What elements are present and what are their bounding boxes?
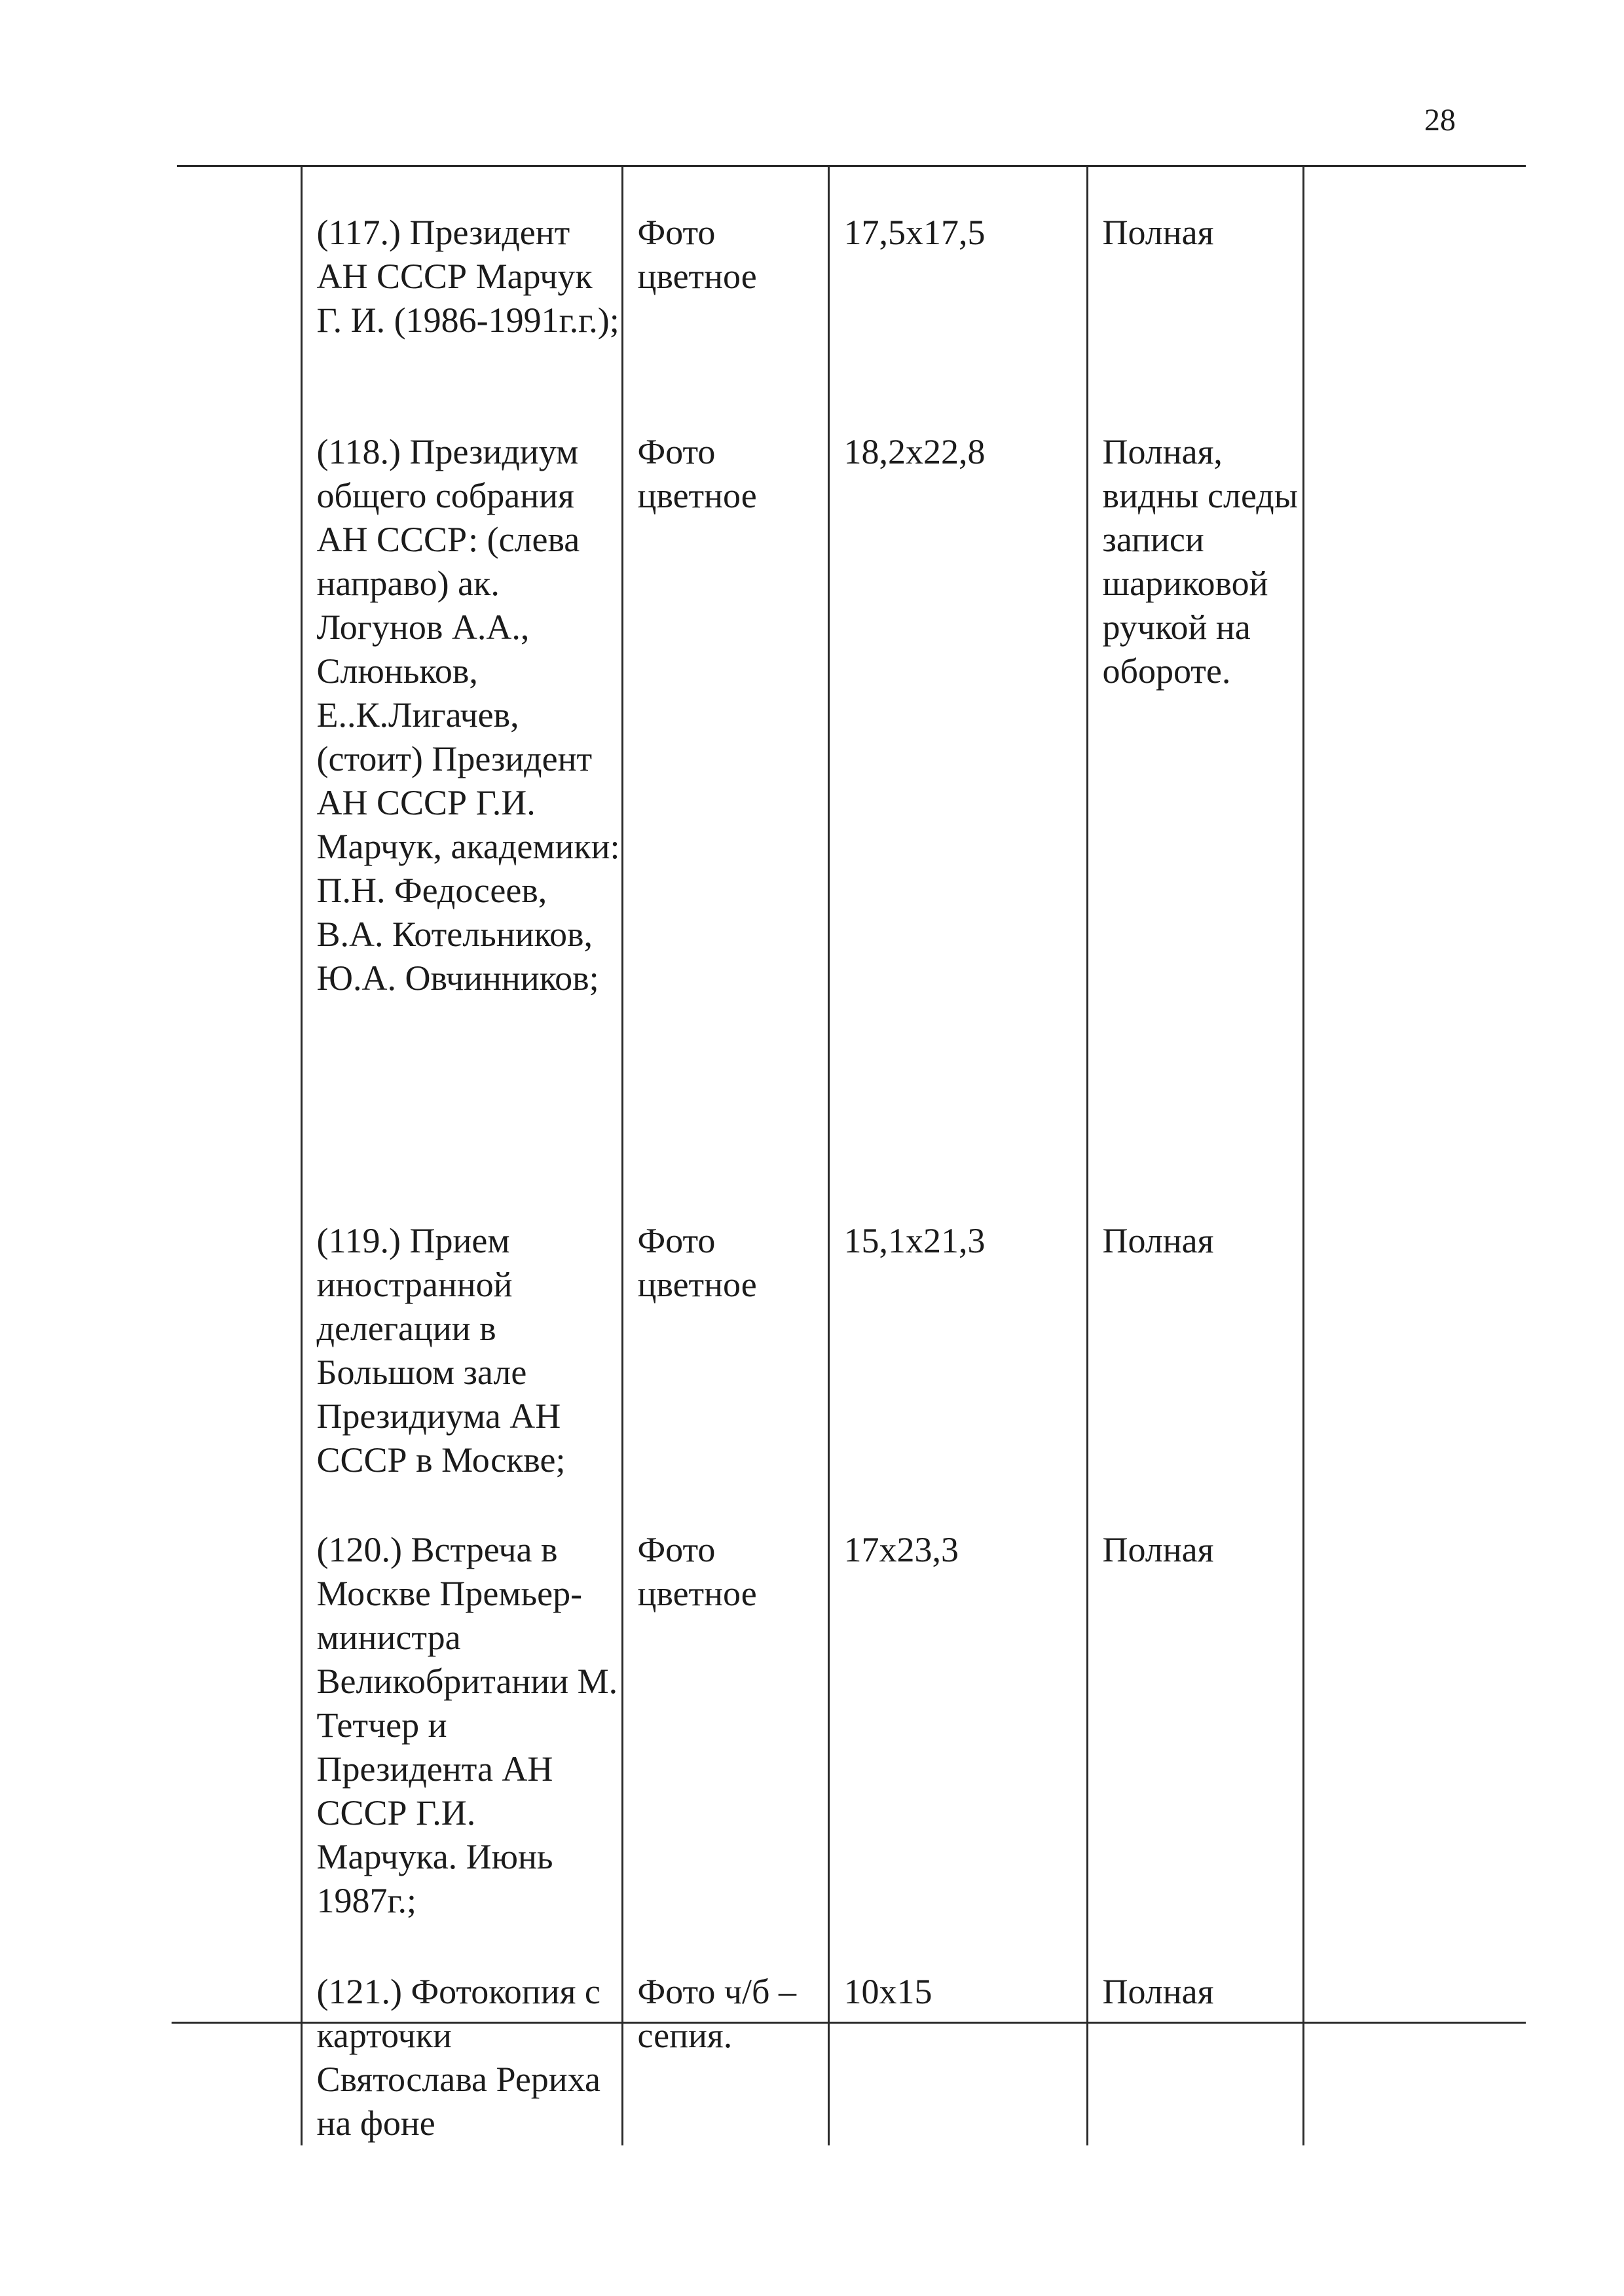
row-index-cell <box>177 1924 301 2145</box>
size-cell: 17x23,3 <box>828 1482 1087 1924</box>
description-cell: (117.) Президент АН СССР Марчук Г. И. (1986-1991г.г.); <box>301 165 622 384</box>
note-cell <box>1303 1924 1526 2145</box>
condition-cell: Полная <box>1087 1924 1303 2145</box>
note-cell <box>1303 1482 1526 1924</box>
size-cell: 17,5x17,5 <box>828 165 1087 384</box>
table-row <box>177 384 1526 1173</box>
row-index-cell <box>177 165 301 384</box>
row-index-cell <box>177 384 301 1173</box>
size-cell: 10x15 <box>828 1924 1087 2145</box>
table-row <box>177 1924 1526 2145</box>
condition-cell: Полная <box>1087 1173 1303 1482</box>
condition-cell: Полная <box>1087 165 1303 384</box>
row-index-cell <box>177 1173 301 1482</box>
note-cell <box>1303 1173 1526 1482</box>
condition-cell: Полная, видны следы записи шариковой ручкой на обороте. <box>1087 384 1303 1173</box>
type-cell: Фото ч/б – сепия. <box>622 1924 828 2145</box>
table-row <box>177 1173 1526 1482</box>
table-row <box>177 165 1526 384</box>
type-cell: Фото цветное <box>622 384 828 1173</box>
description-cell: (118.) Президиум общего собрания АН СССР: (слева направо) ак. Логунов А.А., Слюньков, Е..К.Лигачев, (стоит) Президент АН СССР Г.И. Марчук, академики: П.Н. Федосеев, В.А. Котельников, Ю.А. Овчинников; <box>301 384 622 1173</box>
description-cell: (119.) Прием иностранной делегации в Большом зале Президиума АН СССР в Москве; <box>301 1173 622 1482</box>
type-cell: Фото цветное <box>622 1173 828 1482</box>
condition-cell: Полная <box>1087 1482 1303 1924</box>
type-cell: Фото цветное <box>622 165 828 384</box>
description-cell: (121.) Фотокопия с карточки Святослава Рериха на фоне <box>301 1924 622 2145</box>
row-index-cell <box>177 1482 301 1924</box>
size-cell: 15,1x21,3 <box>828 1173 1087 1482</box>
page-number: 28 <box>1424 103 1456 137</box>
inventory-table <box>177 165 1526 2145</box>
description-cell: (120.) Встреча в Москве Премьер-министра Великобритании М. Тетчер и Президента АН СССР Г.И. Марчука. Июнь 1987г.; <box>301 1482 622 1924</box>
note-cell <box>1303 165 1526 384</box>
table-bottom-rule <box>172 2022 1526 2024</box>
type-cell: Фото цветное <box>622 1482 828 1924</box>
note-cell <box>1303 384 1526 1173</box>
table-row <box>177 1482 1526 1924</box>
size-cell: 18,2x22,8 <box>828 384 1087 1173</box>
